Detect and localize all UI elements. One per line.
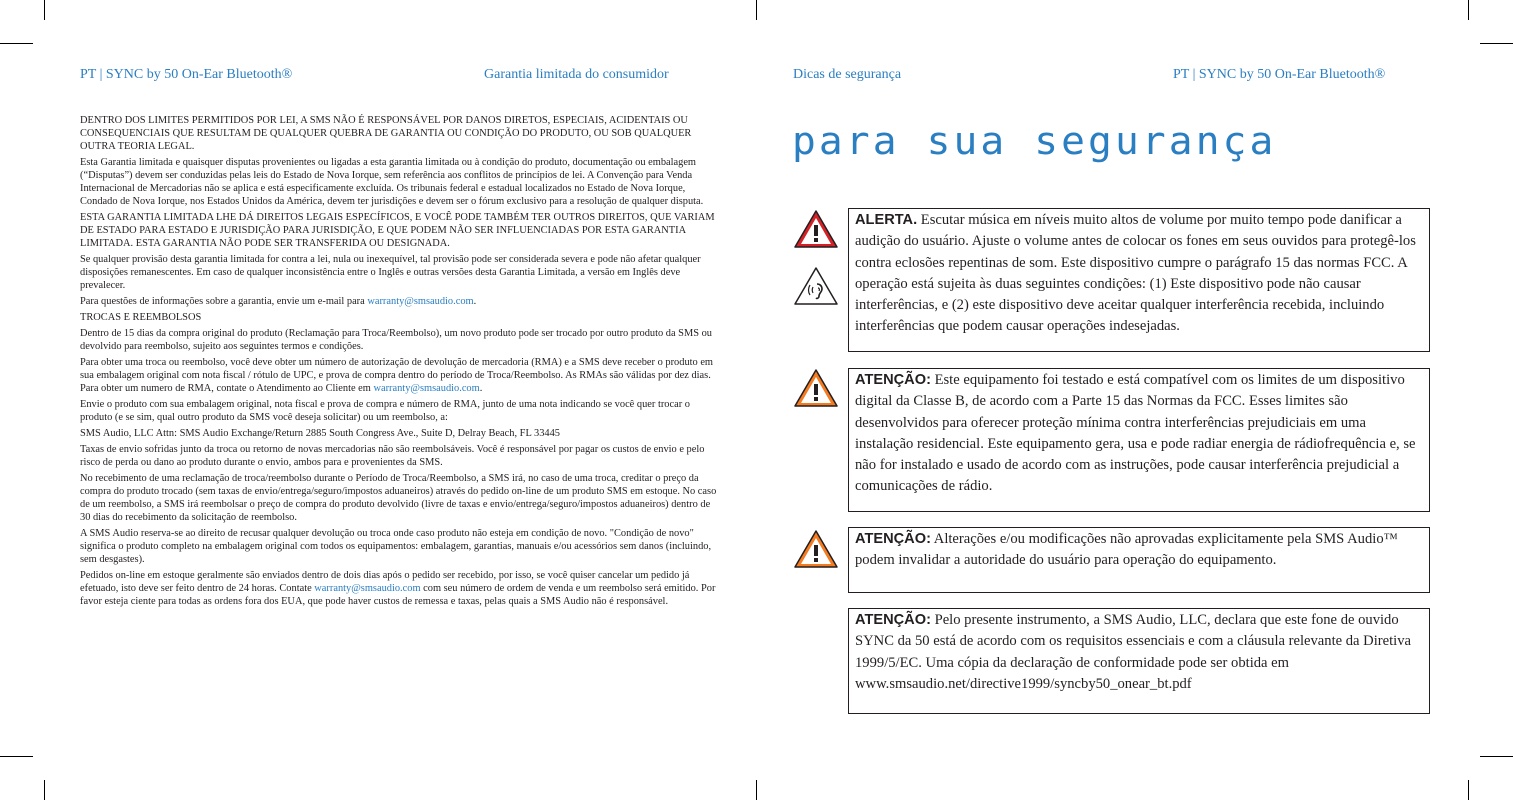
paragraph-text: Para obter uma troca ou reembolso, você deve obter um número de autorização de devolução de mercadoria (RMA) e a SMS deve receber o produto em sua embalagem original com nota fiscal / rótulo de UPC, e prova de compra dentro do período de Troca/Reembolso. As RMAs são válidas por dez dias. Para obter um numero de RMA, contate o Atendimento ao Cliente em <box>80 357 714 394</box>
crop-mark <box>0 756 33 757</box>
paragraph: Esta Garantia limitada e quaisquer disputas provenientes ou ligadas a esta garantia limitada ou à condição do produto, documentação ou embalagem (“Disputas”) devem ser conduzidas pelas leis do Estado de Nova Iorque, sem referência aos conflitos de princípios de lei. A Convenção para Venda Internacional de Mercadorias não se aplica e está especificamente excluída. Os tribunais federal e estadual localizados no Estado de Nova Iorque, Condado de Nova Iorque, nos Estados Unidos da América, devem ter jurisdições e devem ser o fórum exclusivo para a resolução de qualquer disputa. <box>80 157 704 207</box>
warning-orange-icon <box>793 529 839 569</box>
alert-text: Escutar música em níveis muito altos de volume por muito tempo pode danificar a audição do usuário. Ajuste o volume antes de colocar os fones em seus ouvidos para protegê-los contra eclosões repentinas de som. Este dispositivo cumpre o parágrafo 15 das normas FCC. A operação está sujeita às duas seguintes condições: (1) Este dispositivo pode não causar interferências, e (2) este dispositivo deve aceitar qualquer interferência recebida, incluindo interferências que podem causar operações indesejadas. <box>855 212 1416 335</box>
paragraph: DENTRO DOS LIMITES PERMITIDOS POR LEI, A SMS NÃO É RESPONSÁVEL POR DANOS DIRETOS, ESPECIAIS, ACIDENTAIS OU CONSEQUENCIAIS QUE RESULTAM DE QUALQUER QUEBRA DE GARANTIA OU CONDIÇÃO DO PRODUTO, OU SOB QUALQUER OUTRA TEORIA LEGAL. <box>80 115 692 152</box>
left-header-product: PT | SYNC by 50 On-Ear Bluetooth® <box>80 67 293 82</box>
right-header-section: Dicas de segurança <box>793 67 902 82</box>
hearing-warning-icon <box>793 266 839 306</box>
attention-label: ATENÇÃO: <box>855 531 931 547</box>
paragraph: A SMS Audio reserva-se ao direito de recusar qualquer devolução ou troca onde caso produto não esteja em condição de novo. "Condição de novo" significa o produto completo na embalagem original com todos os equipamentos: embalagem, garantias, manuais e/ou acessórios sem danos (incluindo, sem desgastes). <box>80 528 712 565</box>
warning-orange-icon <box>793 368 839 408</box>
email-link[interactable]: warranty@smsaudio.com <box>373 383 480 394</box>
attention-label: ATENÇÃO: <box>855 372 931 388</box>
paragraph-text: . <box>479 383 483 394</box>
attention-label: ATENÇÃO: <box>855 612 931 628</box>
page-title: para sua segurança <box>792 119 1277 163</box>
left-header-section: Garantia limitada do consumidor <box>484 67 669 82</box>
crop-mark <box>1480 756 1513 757</box>
email-link[interactable]: warranty@smsaudio.com <box>367 296 474 307</box>
address: SMS Audio, LLC Attn: SMS Audio Exchange/Return 2885 South Congress Ave., Suite D, Delray Beach, FL 33445 <box>80 428 560 439</box>
alert-box <box>848 208 1430 352</box>
crop-mark <box>44 0 45 20</box>
crop-mark <box>44 780 45 800</box>
contact-text: Para questões de informações sobre a garantia, envie um e-mail para <box>80 296 368 307</box>
right-header-product: PT | SYNC by 50 On-Ear Bluetooth® <box>1173 67 1386 82</box>
contact-text: . <box>473 296 477 307</box>
attention-box <box>848 368 1430 512</box>
attention-text: Alterações e/ou modificações não aprovadas explicitamente pela SMS Audio™ podem invalidar a autoridade do usuário para operação do equipamento. <box>855 531 1398 569</box>
warning-red-icon <box>793 209 839 249</box>
crop-mark <box>1480 43 1513 44</box>
crop-mark <box>756 0 757 20</box>
crop-mark <box>1468 780 1469 800</box>
warranty-text <box>80 114 720 611</box>
attention-box <box>848 527 1430 593</box>
paragraph <box>80 569 720 608</box>
crop-mark <box>1468 0 1469 20</box>
paragraph: Se qualquer provisão desta garantia limitada for contra a lei, nula ou inexequível, tal provisão pode ser considerada severa e pode não afetar qualquer disposições remanescentes. Em caso de qualquer inconsistência entre o Inglês e outras versões desta Garantia Limitada, a versão em Inglês deve prevalecer. <box>80 254 701 291</box>
paragraph: Envie o produto com sua embalagem original, nota fiscal e prova de compra e número de RMA, junto de uma nota indicando se você quer trocar o produto (e se sim, qual outro produto da SMS você deseja solicitar) ou um reembolso, a: <box>80 399 690 423</box>
paragraph: ESTA GARANTIA LIMITADA LHE DÁ DIREITOS LEGAIS ESPECÍFICOS, E VOCÊ PODE TAMBÉM TER OUTROS DIREITOS, QUE VARIAM DE ESTADO PARA ESTADO E JURISDIÇÃO PARA JURISDIÇÃO, E QUE PODEM NÃO SER INFLUENCIADAS POR ESTA GARANTIA LIMITADA. ESTA GARANTIA NÃO PODE SER TRANSFERIDA OU DESIGNADA. <box>80 212 715 249</box>
declaration-text: Pelo presente instrumento, a SMS Audio, LLC, declara que este fone de ouvido SYNC da 50 está de acordo com os requisitos essenciais e com a cláusula relevante da Diretiva 1999/5/EC. Uma cópia da declaração de conformidade pode ser obtida em www.smsaudio.net/directive1999/syncby50_onear_bt.pdf <box>855 612 1412 692</box>
contact-paragraph <box>80 295 720 308</box>
paragraph: No recebimento de uma reclamação de troca/reembolso durante o Período de Troca/Reembolso, a SMS irá, no caso de uma troca, creditar o preço da compra do produto trocado (sem taxas de envio/entrega/seguro/impostos aduaneiros) através do pedido on-line de um produto SMS em estoque. No caso de um reembolso, a SMS irá reembolsar o preço de compra do produto devolvido (livre de taxas e envio/entrega/seguro/impostos aduaneiros) dentro de 30 dias do recebimento da solicitação de reembolso. <box>80 473 717 523</box>
email-link[interactable]: warranty@smsaudio.com <box>314 583 421 594</box>
paragraph: Dentro de 15 dias da compra original do produto (Reclamação para Troca/Reembolso), um novo produto pode ser trocado por outro produto da SMS ou devolvido para reembolso, sujeito aos seguintes termos e condições. <box>80 328 712 352</box>
declaration-box <box>848 608 1430 714</box>
crop-mark <box>0 43 33 44</box>
paragraph: Taxas de envio sofridas junto da troca ou retorno de novas mercadorias não são reembolsáveis. Você é responsável por pagar os custos de envio e pelo risco de perda ou dano ao produto durante o envio, ambos para e provenientes da SMS. <box>80 444 705 468</box>
alert-label: ALERTA. <box>855 212 918 228</box>
attention-text: Este equipamento foi testado e está compatível com os limites de um dispositivo digital da Classe B, de acordo com a Parte 15 das Normas da FCC. Esses limites são desenvolvidos para oferecer proteção mínima contra interferências prejudiciais em uma instalação residencial. Este equipamento gera, usa e pode radiar energia de rádiofrequência e, se não for instalado e usado de acordo com as instruções, pode causar interferência prejudicial a comunicações de rádio. <box>855 372 1416 495</box>
crop-mark <box>756 780 757 800</box>
returns-heading: TROCAS E REEMBOLSOS <box>80 312 202 323</box>
paragraph <box>80 356 720 395</box>
paragraph-text: com seu número de ordem de venda e um reembolso será emitido. Por favor esteja ciente para todas as ordens fora dos EUA, que pode haver custos de remessa e taxas, pelas quais a SMS Audio não é responsável. <box>80 583 716 607</box>
paragraph-text: Pedidos on-line em estoque geralmente são enviados dentro de dois dias após o pedido ser recebido, por isso, se você quiser cancelar um pedido já efetuado, isto deve ser feito dentro de 24 horas. Contate <box>80 570 690 594</box>
